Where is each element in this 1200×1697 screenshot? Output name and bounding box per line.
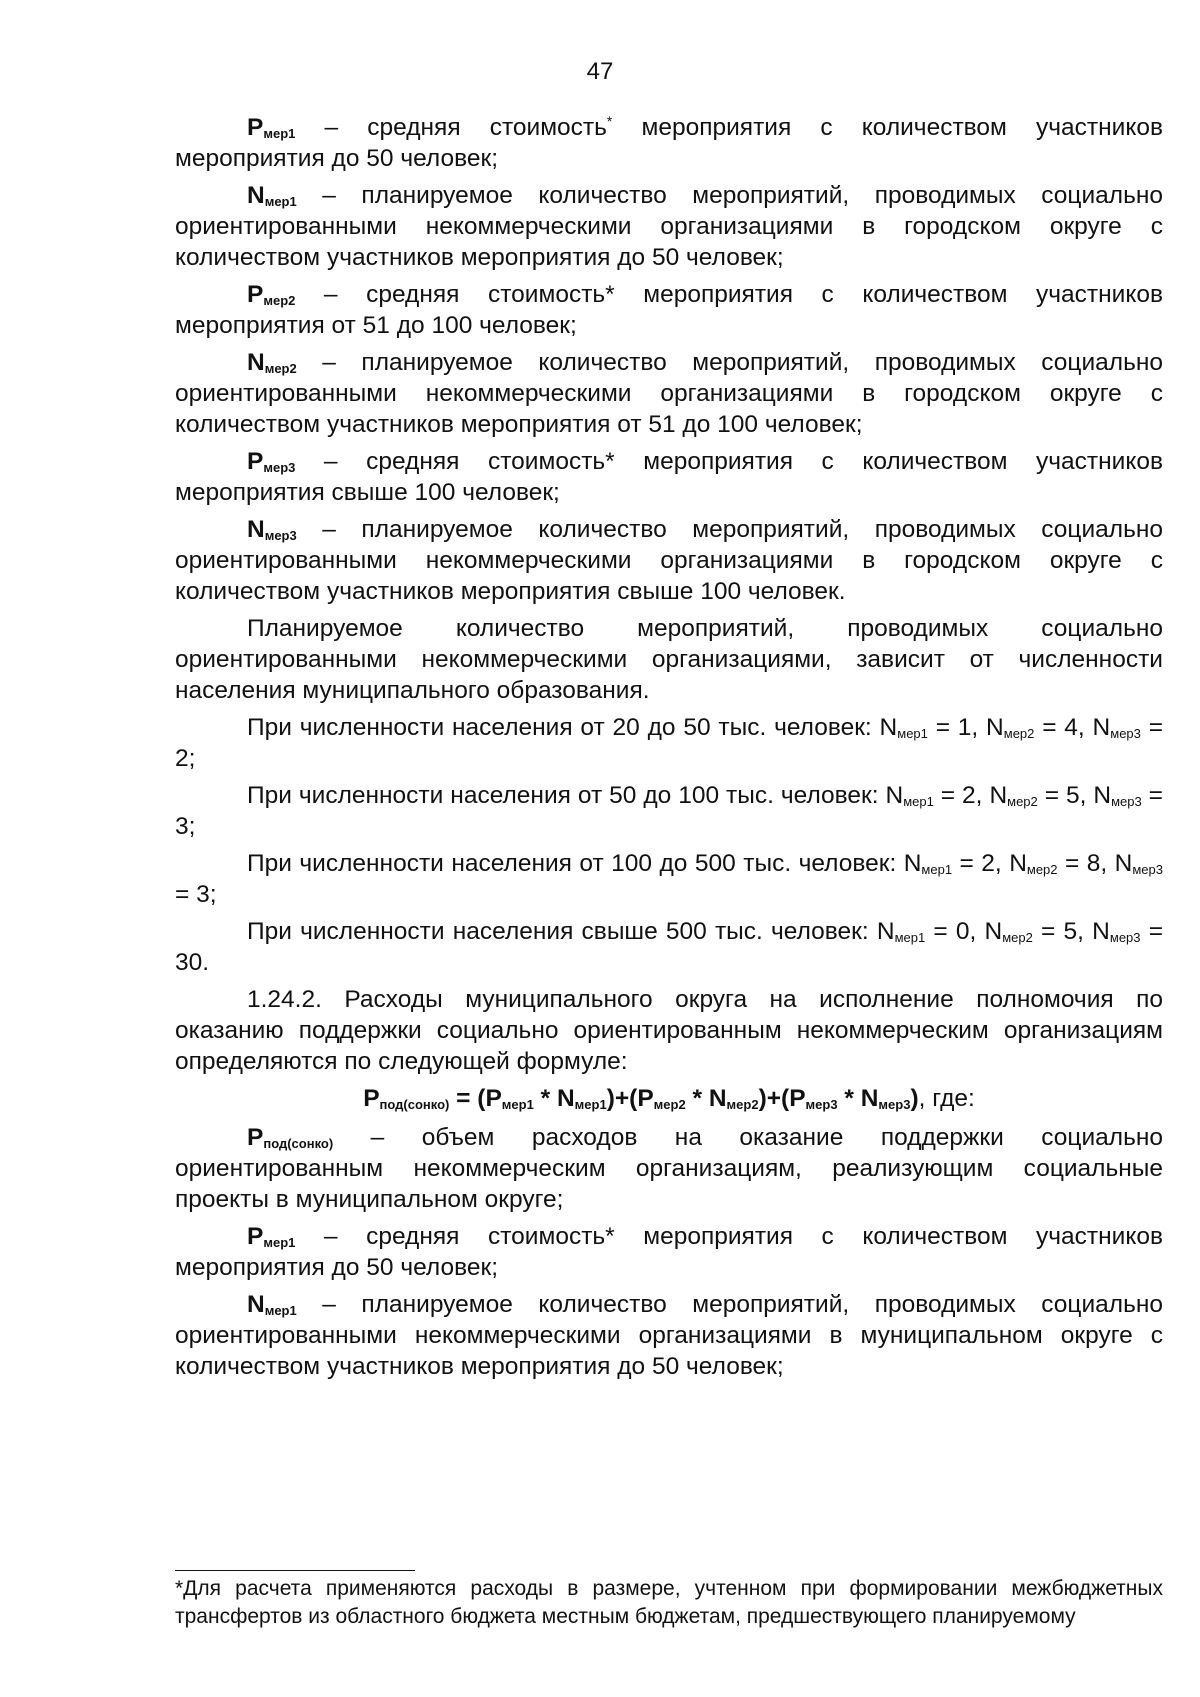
formula: $P_{под(сонко)} = (P_{мер1} * N_{мер1})+(P_{мер2} * N_{мер2})+(P_{мер3} * N_{мер3})$, где: — [363, 1085, 975, 1112]
paragraph-n-mer1-repeat: $N_{мер1}$ – планируемое количество мероприятий, проводимых социально ориентированными некоммерческими организациями в муниципальном округе с количеством участников мероприятия до 50 человек; — [175, 1291, 1163, 1380]
variable-n-mer3: $N_{мер3}$ — [247, 516, 297, 543]
paragraph-population-50-100: При численности населения от 50 до 100 тыс. человек: $N_{мер1} = 2$, $N_{мер2} = 5$, $N_{мер3} = 3$; — [175, 782, 1163, 840]
paragraph-population-20-50: При численности населения от 20 до 50 тыс. человек: $N_{мер1} = 1$, $N_{мер2} = 4$, $N_{мер3} = 2$; — [175, 714, 1164, 772]
footnote: *Для расчета применяются расходы в размере, учтенном при формировании межбюджетных трансфертов из областного бюджета местным бюджетам, предшествующего планируемому — [175, 1577, 1163, 1628]
variable-n-mer1-repeat: $N_{мер1}$ — [247, 1291, 297, 1318]
paragraph-p-mer2: $P_{мер2}$ – средняя стоимость* мероприятия с количеством участников мероприятия от 51 до 100 человек; — [175, 281, 1163, 339]
variable-p-mer2: $P_{мер2}$ — [247, 281, 296, 308]
variable-n-mer2: $N_{мер2}$ — [247, 349, 297, 376]
paragraph-n-mer3: $N_{мер3}$ – планируемое количество мероприятий, проводимых социально ориентированными некоммерческими организациями в городском округе с количеством участников мероприятия свыше 100 человек. — [175, 516, 1163, 605]
paragraph-n-mer1: $N_{мер1}$ – планируемое количество мероприятий, проводимых социально ориентированными некоммерческими организациями в городском округе с количеством участников мероприятия до 50 человек; — [175, 182, 1163, 271]
variable-n-mer1: $N_{мер1}$ — [247, 182, 297, 209]
paragraph-planned-count: Планируемое количество мероприятий, проводимых социально ориентированными некоммерческими организациями, зависит от численности населения муниципального образования. — [175, 615, 1163, 704]
paragraph-p-mer3: $P_{мер3}$ – средняя стоимость* мероприятия с количеством участников мероприятия свыше 100 человек; — [175, 448, 1163, 506]
paragraph-p-mer1-repeat: $P_{мер1}$ – средняя стоимость* мероприятия с количеством участников мероприятия до 50 человек; — [175, 1223, 1163, 1281]
paragraph-p-mer1: $P_{мер1}$ – средняя стоимость* мероприятия с количеством участников мероприятия до 50 человек; — [175, 112, 1163, 172]
footnote-divider — [175, 1570, 415, 1571]
paragraph-population-100-500: При численности населения от 100 до 500 тыс. человек: $N_{мер1} = 2$, $N_{мер2} = 8$, $N_{мер3} = 3$; — [175, 850, 1163, 908]
footnote-marker: * — [606, 112, 613, 129]
variable-p-mer1: $P_{мер1}$ — [247, 114, 296, 141]
body-text — [175, 112, 1163, 1388]
paragraph-population-over-500: При численности населения свыше 500 тыс. человек: $N_{мер1} = 0$, $N_{мер2} = 5$, $N_{мер3} = 30$. — [175, 918, 1164, 976]
variable-p-pod-sonko: $P_{под(сонко)}$ — [247, 1124, 334, 1151]
variable-p-mer1-repeat: $P_{мер1}$ — [247, 1223, 296, 1250]
variable-p-mer3: $P_{мер3}$ — [247, 448, 296, 475]
paragraph-n-mer2: $N_{мер2}$ – планируемое количество мероприятий, проводимых социально ориентированными некоммерческими организациями в городском округе с количеством участников мероприятия от 51 до 100 человек; — [175, 349, 1163, 438]
paragraph-section-1-24-2: 1.24.2. Расходы муниципального округа на исполнение полномочия по оказанию поддержки социально ориентированным некоммерческим организациям определяются по следующей формуле: — [175, 986, 1163, 1075]
page-number: 47 — [586, 58, 614, 85]
paragraph-p-pod-sonko: $P_{под(сонко)}$ – объем расходов на оказание поддержки социально ориентированным некоммерческим организациям, реализующим социальные проекты в муниципальном округе; — [175, 1124, 1163, 1213]
